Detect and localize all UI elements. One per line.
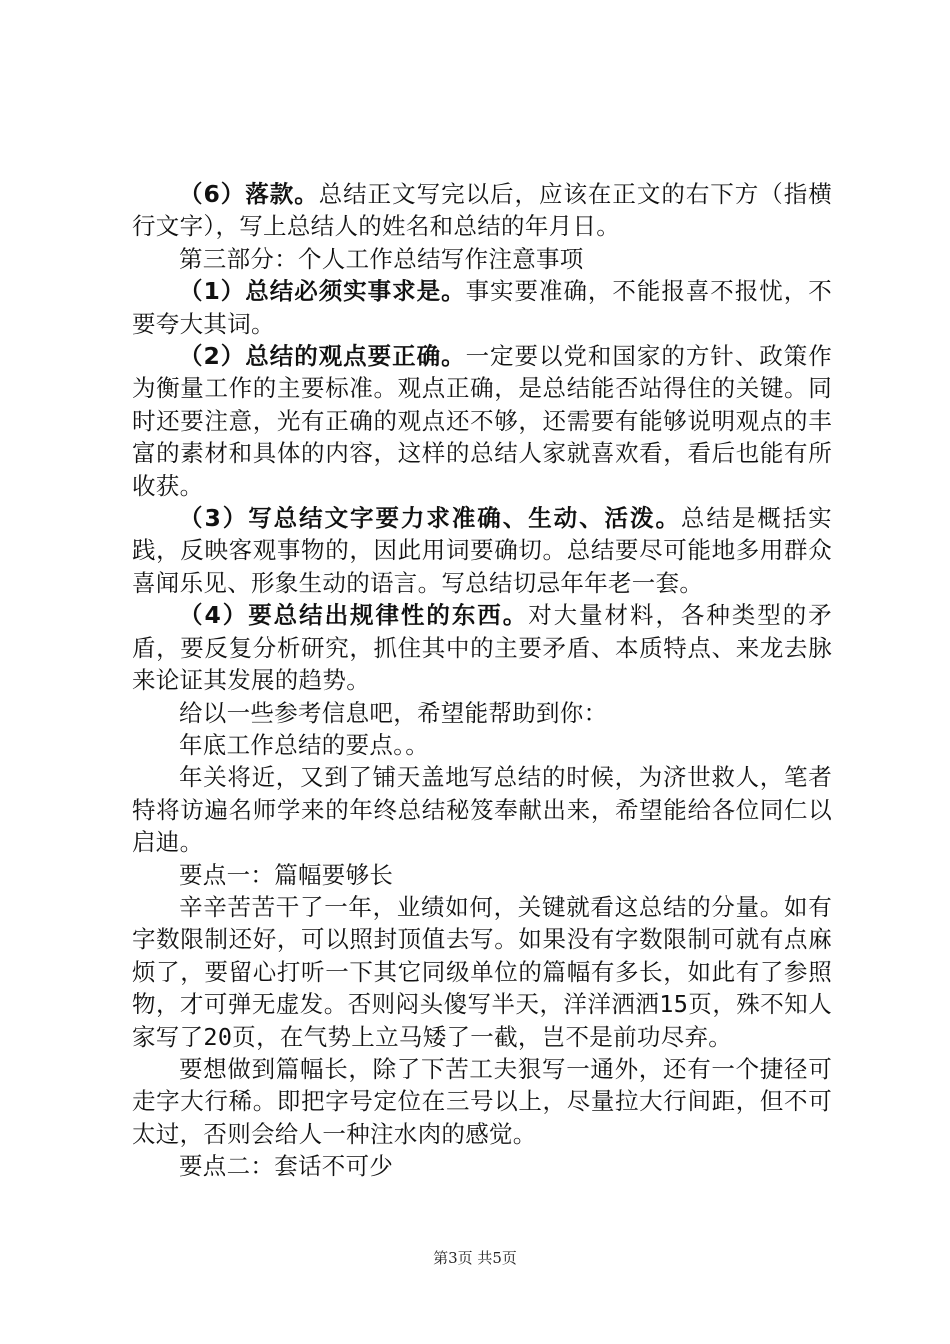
paragraph xyxy=(132,599,832,696)
paragraph-text: 要点二：套话不可少 xyxy=(179,1152,394,1181)
paragraph xyxy=(132,275,832,340)
paragraph xyxy=(132,761,832,858)
paragraph-text: 总结正文写完以后，应该在正文的右下方（指横行文字），写上总结人的姓名和总结的年月日。 xyxy=(132,180,832,241)
paragraph-lead: （1）总结必须实事求是。 xyxy=(179,277,466,306)
paragraph-text: 要点一：篇幅要够长 xyxy=(179,860,394,889)
section-heading xyxy=(132,243,832,275)
paragraph-lead: （4）要总结出规律性的东西。 xyxy=(179,601,529,630)
paragraph xyxy=(132,1053,832,1150)
paragraph-text: 对大量材料，各种类型的矛盾，要反复分析研究，抓住其中的主要矛盾、本质特点、来龙去脉来论证其发展的趋势。 xyxy=(132,601,832,695)
paragraph-text: 年底工作总结的要点。。 xyxy=(179,730,430,759)
paragraph xyxy=(132,502,832,599)
section-heading xyxy=(132,859,832,891)
paragraph-lead: （3）写总结文字要力求准确、生动、活泼。 xyxy=(179,504,681,533)
paragraph-text: 要想做到篇幅长，除了下苦工夫狠写一通外，还有一个捷径可走字大行稀。即把字号定位在三号以上，尽量拉大行间距，但不可太过，否则会给人一种注水肉的感觉。 xyxy=(132,1054,832,1148)
paragraph xyxy=(132,178,832,243)
paragraph-text: 给以一些参考信息吧，希望能帮助到你： xyxy=(179,698,608,727)
paragraph-text: 事实要准确，不能报喜不报忧，不要夸大其词。 xyxy=(132,277,833,338)
paragraph-text: 一定要以党和国家的方针、政策作为衡量工作的主要标准。观点正确，是总结能否站得住的关键。同时还要注意，光有正确的观点还不够，还需要有能够说明观点的丰富的素材和具体的内容，这样的总结人家就喜欢看，看后也能有所收获。 xyxy=(132,342,833,500)
paragraph xyxy=(132,340,832,502)
paragraph-lead: （2）总结的观点要正确。 xyxy=(179,342,466,371)
paragraph-text: 年关将近，又到了铺天盖地写总结的时候，为济世救人，笔者特将访遍名师学来的年终总结秘笈奉献出来，希望能给各位同仁以启迪。 xyxy=(132,763,832,857)
paragraph xyxy=(132,697,832,729)
document-body xyxy=(132,178,832,1183)
section-heading xyxy=(132,1150,832,1182)
paragraph xyxy=(132,729,832,761)
page-number-footer: 第3页 共5页 xyxy=(433,1249,517,1267)
paragraph-text: 辛辛苦苦干了一年，业绩如何，关键就看这总结的分量。如有字数限制还好，可以照封顶值去写。如果没有字数限制可就有点麻烦了，要留心打听一下其它同级单位的篇幅有多长，如此有了参照物，才可弹无虚发。否则闷头傻写半天，洋洋洒洒15页，殊不知人家写了20页，在气势上立马矮了一截，岂不是前功尽弃。 xyxy=(132,892,832,1051)
paragraph-text: 总结是概括实践，反映客观事物的，因此用词要确切。总结要尽可能地多用群众喜闻乐见、形象生动的语言。写总结切忌年年老一套。 xyxy=(132,504,832,597)
paragraph-text: 第三部分：个人工作总结写作注意事项 xyxy=(179,244,584,273)
paragraph xyxy=(132,891,832,1053)
paragraph-lead: （6）落款。 xyxy=(179,180,319,208)
